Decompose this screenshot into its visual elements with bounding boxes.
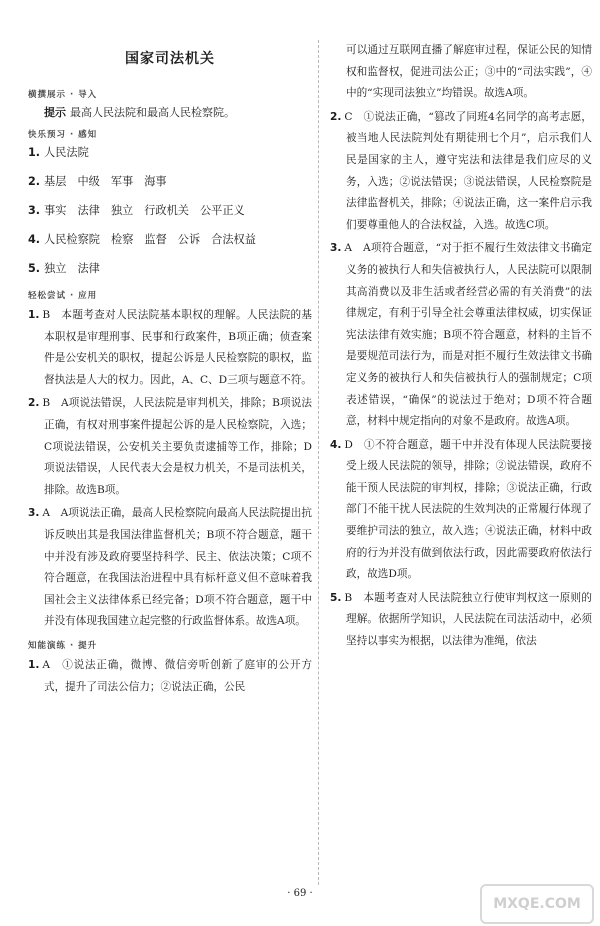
fill-term: 独立 xyxy=(110,204,134,217)
answer-item xyxy=(28,393,312,501)
right-answer-list xyxy=(330,107,592,653)
answer-text: B 本题考查对人民法院基本职权的理解。人民法院的基本职权是审理刑事、民事和行政案件，B项正确；侦查案件是公安机关的职权，提起公诉是人民检察院的职权，监督执法是人大的权力。因此，A、C、D三项与题意不符。 xyxy=(42,309,312,386)
hint-line xyxy=(44,104,312,120)
hint-label: 提示 xyxy=(44,106,66,119)
fill-term: 人民法院 xyxy=(44,146,89,159)
fill-term: 法律 xyxy=(77,204,100,217)
fill-term: 公平正义 xyxy=(199,204,245,217)
fill-item xyxy=(28,144,312,160)
section-knowledge: 快乐预习 · 感知 xyxy=(28,130,98,140)
fill-number: 5. xyxy=(28,262,41,275)
answer-number: 1. xyxy=(28,658,40,671)
apply-list xyxy=(28,305,312,633)
fill-term: 检察 xyxy=(111,233,134,246)
answer-text: D ①不符合题意，题干中并没有体现人民法院要接受上级人民法院的领导，排除；②说法错误，政府不能干预人民法院的审判权，排除；③说法正确，行政部门不能干扰人民法院的生效判决的正常履行体现了要维护司法的独立，故入选；④说法正确，材料中政府的行为并没有做到依法行政，因此需要政府依法行政，故选D项。 xyxy=(344,438,592,581)
fill-term: 公诉 xyxy=(177,233,201,246)
fill-number: 1. xyxy=(28,146,41,159)
fill-term: 监督 xyxy=(144,233,167,246)
fill-item xyxy=(28,202,312,218)
column-divider xyxy=(318,40,319,885)
fill-number: 3. xyxy=(28,204,41,217)
fill-list xyxy=(28,144,312,276)
fill-item xyxy=(28,173,312,189)
section-apply: 轻松尝试 · 应用 xyxy=(28,291,98,301)
answer-number: 1. xyxy=(28,309,40,321)
fill-number: 4. xyxy=(28,233,41,246)
fill-term: 行政机关 xyxy=(144,204,189,217)
answer-item xyxy=(330,588,592,653)
answer-text: C ①说法正确，“篡改了同班4名同学的高考志愿，被当地人民法院判处有期徒刑七个月”，启示我们人民是国家的主人，遵守宪法和法律是我们应尽的义务，入选；②说法错误；③说法错误，人民检察院是法律监督机关，排除；④说法正确，这一案件启示我们要尊重他人的合法权益，入选。故选C项。 xyxy=(344,110,592,231)
answer-number: 2. xyxy=(330,110,342,123)
answer-text: A A项说法正确，最高人民检察院向最高人民法院提出抗诉反映出其是我国法律监督机关；B项不符合题意，题干中并没有涉及政府要坚持科学、民主、依法决策；C项不符合题意，在我国法治进程中具有标杆意义但不意味着我国社会主义法律体系已经完备；D项不符合题意，题干中并没有体现我国建立起完整的行政监督体系。故选A项。 xyxy=(42,507,312,628)
section-intro: 横撰展示 · 导入 xyxy=(28,90,98,100)
fill-term: 法律 xyxy=(77,262,100,275)
answer-number: 4. xyxy=(330,438,342,451)
answer-number: 5. xyxy=(330,591,342,604)
answer-item xyxy=(330,435,592,586)
fill-term: 基层 xyxy=(44,175,67,188)
fill-item xyxy=(28,260,312,276)
fill-term: 事实 xyxy=(44,204,67,217)
fill-item xyxy=(28,231,312,247)
fill-term: 中级 xyxy=(77,175,100,188)
watermark-logo: MXQE.COM xyxy=(480,884,594,924)
answer-item xyxy=(28,305,312,391)
answer-item xyxy=(28,655,312,698)
section-practice: 知能演练 · 提升 xyxy=(28,640,98,651)
answer-item xyxy=(330,107,592,237)
answer-number: 3. xyxy=(330,242,342,255)
fill-number: 2. xyxy=(28,175,41,188)
answer-text: A A项符合题意，“对于拒不履行生效法律文书确定义务的被执行人和失信被执行人，人民法院可以限制其高消费以及非生活或者经营必需的有关消费”的法律规定，有利于引导全社会尊重法律权威，切实保证宪法法律有效实施；B项不符合题意，材料的主旨不是要规范司法行为，而是对拒不履行生效法律文书确定义务的被执行人和失信被执行人的强制规定；C项表述错误，“确保”的说法过于绝对；D项不符合题意，材料中规定指向的对象不是政府。故选A项。 xyxy=(344,242,592,428)
fill-term: 军事 xyxy=(110,175,134,188)
right-column xyxy=(330,40,592,655)
fill-term: 合法权益 xyxy=(211,233,256,246)
answer-text: B 本题考查对人民法院独立行使审判权这一原则的理解。依据所学知识，人民法院在司法活动中，必须坚持以事实为根据，以法律为准绳，依法 xyxy=(344,591,592,648)
answer-number: 3. xyxy=(28,507,40,520)
page-number: · 69 · xyxy=(287,888,313,899)
practice-list xyxy=(28,655,312,698)
hint-text: 最高人民法院和最高人民检察院。 xyxy=(70,106,235,119)
fill-term: 人民检察院 xyxy=(44,233,100,246)
answer-item xyxy=(330,238,592,432)
answer-item xyxy=(28,503,312,633)
fill-term: 海事 xyxy=(144,175,167,188)
answer-number: 2. xyxy=(28,397,40,410)
answer-continuation: 可以通过互联网直播了解庭审过程，保证公民的知情权和监督权，促进司法公正；③中的“司法实践”，④中的“实现司法独立”均错误。故选A项。 xyxy=(346,44,592,100)
answer-text: B A项说法错误，人民法院是审判机关，排除；B项说法正确，有权对刑事案件提起公诉的是人民检察院，入选；C项说法错误，公安机关主要负责逮捕等工作，排除；D项说法错误，人民代表大会是权力机关，不是司法机关，排除。故选B项。 xyxy=(42,397,312,496)
page-title: 国家司法机关 xyxy=(125,51,215,67)
fill-term: 独立 xyxy=(44,262,67,275)
left-column xyxy=(28,48,312,700)
answer-text: A ①说法正确，微博、微信旁听创新了庭审的公开方式，提升了司法公信力；②说法正确，公民 xyxy=(42,658,312,693)
